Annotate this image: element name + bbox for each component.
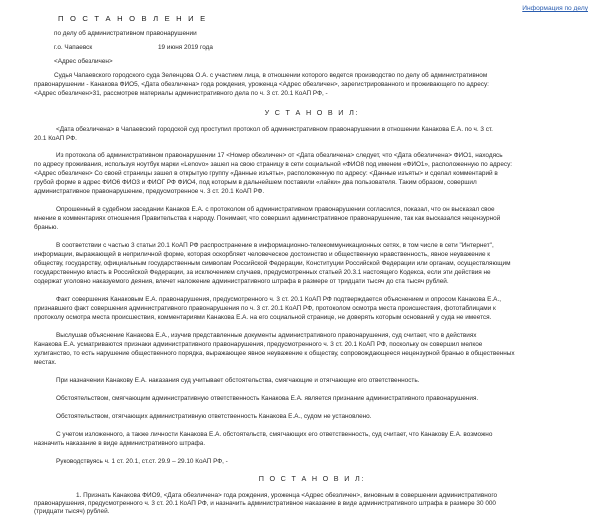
body-line: При назначении Канакову Е.А. наказания суд учитывает обстоятельства, смягчающие и отягчающие его ответственность. xyxy=(56,377,420,384)
body-line: Опрошенный в судебном заседании Канаков Е.А. с протоколом об административном правонарушении согласился, показал, что он высказал свое xyxy=(56,206,495,213)
date: 19 июня 2019 года xyxy=(158,44,213,51)
body-line: Выслушав объяснение Канакова Е.А., изучив представленные документы административного правонарушения, суд считает, что в действиях xyxy=(56,332,477,339)
resolution-line: (тридцати тысяч) рублей. xyxy=(34,508,110,515)
case-info-link[interactable]: Информация по делу xyxy=(522,5,588,12)
body-line: Канакова Е.А. усматриваются признаки административного правонарушения, предусмотренного ч. 3 ст. 20.1 КоАП РФ, поскольку он совершил мелкое xyxy=(34,341,483,348)
body-line: мнение в комментариях отношения Правительства к народу. Понимает, что совершил административное правонарушение, так как высказался нецензурной xyxy=(34,215,501,222)
body-line: Обстоятельством, отягчающих административную ответственность Канакова Е.А., судом не установлено. xyxy=(56,413,372,420)
body-line: Факт совершения Канаковым Е.А. правонарушения, предусмотренного ч. 3 ст. 20.1 КоАП РФ подтверждается объяснением и опросом Канакова Е.А., xyxy=(56,296,501,303)
body-line: Из протокола об административном правонарушении 17 <Номер обезличен> от <Дата обезличена> следует, что <Дата обезличена> ФИО1, находясь xyxy=(56,152,503,159)
city: г.о. Чапаевск xyxy=(54,44,93,51)
address: <Адрес обезличен> xyxy=(54,58,113,65)
body-line: Обстоятельством, смягчающим административную ответственность Канакова Е.А. является признание административного правонарушения. xyxy=(56,395,479,402)
resolution-line: 1. Признать Канакова ФИО9, <Дата обезличена> года рождения, уроженца <Адрес обезличен>, виновным в совершении административного xyxy=(76,492,498,499)
body-line: информации, выражающей в неприличной форме, которая оскорбляет человеческое достоинство и общественную нравственность, явное неуважение к xyxy=(34,251,491,258)
ustanovil-heading: У С Т А Н О В И Л: xyxy=(264,108,360,117)
body-line: С учетом изложенного, а также личности Канакова Е.А. обстоятельств, смягчающих его ответственность, суд считает, что Канакову Е.А. возможно xyxy=(56,431,493,438)
body-line: по адресу проживания, используя ноутбук марки «Lenovo» зашел на свою страницу в сети социальной «ФИО8 под именем «ФИО1», расположенную по адресу: xyxy=(34,161,513,168)
body-line: назначить наказание в виде административного штрафа. xyxy=(34,440,206,447)
body-line: содержат уголовно наказуемого деяния, влечет наложение административного штрафа в размере от тридцати тысяч до ста тысяч рублей. xyxy=(34,278,449,285)
intro-line: правонарушении - Канакова ФИО5, <Дата обезличена> года рождения, уроженца <Адрес обезличен>, зарегистрированного и проживающего по адресу: xyxy=(34,81,489,88)
case-line: по делу об административном правонарушении xyxy=(54,30,197,37)
body-line: <Адрес обезличен> Со своей страницы зашел в открытую группу «Данные изъяты», расположенную по адресу: <Данные изъяты> и сделал комментарий в xyxy=(34,170,498,177)
body-line: В соответствии с частью 3 статьи 20.1 КоАП РФ распространение в информационно-телекоммуникационных сетях, в том числе в сети "Интернет", xyxy=(56,242,494,249)
body-line: Руководствуясь ч. 1 ст. 20.1, ст.ст. 29.9 – 29.10 КоАП РФ, - xyxy=(56,458,228,465)
body-line: государственную власть в Российской Федерации, за исключением случаев, предусмотренных статьей 20.3.1 настоящего Кодекса, если эти действия не xyxy=(34,269,491,276)
body-line: местах. xyxy=(34,359,57,366)
document-title: П О С Т А Н О В Л Е Н И Е xyxy=(58,14,208,23)
body-line: <Дата обезличена> в Чапаевский городской суд проступил протокол об административном правонарушении в отношении Канакова Е.А. по ч. 3 ст. xyxy=(56,126,493,133)
body-line: обществу, государству, официальным государственным символам Российской Федерации, Конституции Российской Федерации или органам, осуществляющим xyxy=(34,260,511,267)
intro-line: Судья Чапаевского городского суда Зеленцова О.А. с участием лица, в отношении которого ведется производство по делу об административном xyxy=(54,72,488,79)
intro-line: <Адрес обезличен>31, рассмотрев материалы административного дела по ч. 3 ст. 20.1 КоАП РФ, - xyxy=(34,90,328,97)
body-line: признавшего факт совершения административного правонарушения по ч. 3 ст. 20.1 КоАП РФ, протоколом осмотра места происшествия, фототаблицами к xyxy=(34,305,496,312)
body-line: протоколу осмотра места происшествия, комментариями Канакова Е.А. на его социальной странице, не доверять которым оснований у суда не имеется. xyxy=(34,314,492,321)
body-line: бранью. xyxy=(34,224,59,231)
body-line: 20.1 КоАП РФ. xyxy=(34,135,77,142)
body-line: грубой форме в адрес ФИО6 ФИО3 и ФИОГ РФ ФИО4, под которым в дальнейшем поставили «лайки» два пользователя. Таким образом, совершил xyxy=(34,179,477,186)
body-line: административное правонарушение, предусмотренное ч. 3 ст. 20.1 КоАП РФ. xyxy=(34,188,265,195)
resolution-line: правонарушения, предусмотренного ч. 3 ст. 20.1 КоАП РФ, и назначить административное наказание в виде административного штрафа в размере 30 000 xyxy=(34,500,496,507)
postanovil-heading: П О С Т А Н О В И Л: xyxy=(258,474,366,483)
body-line: хулиганство, то есть нарушение общественного порядка, выражающее явное неуважение к обществу, сопровождающееся нецензурной бранью в общественных xyxy=(34,350,515,357)
